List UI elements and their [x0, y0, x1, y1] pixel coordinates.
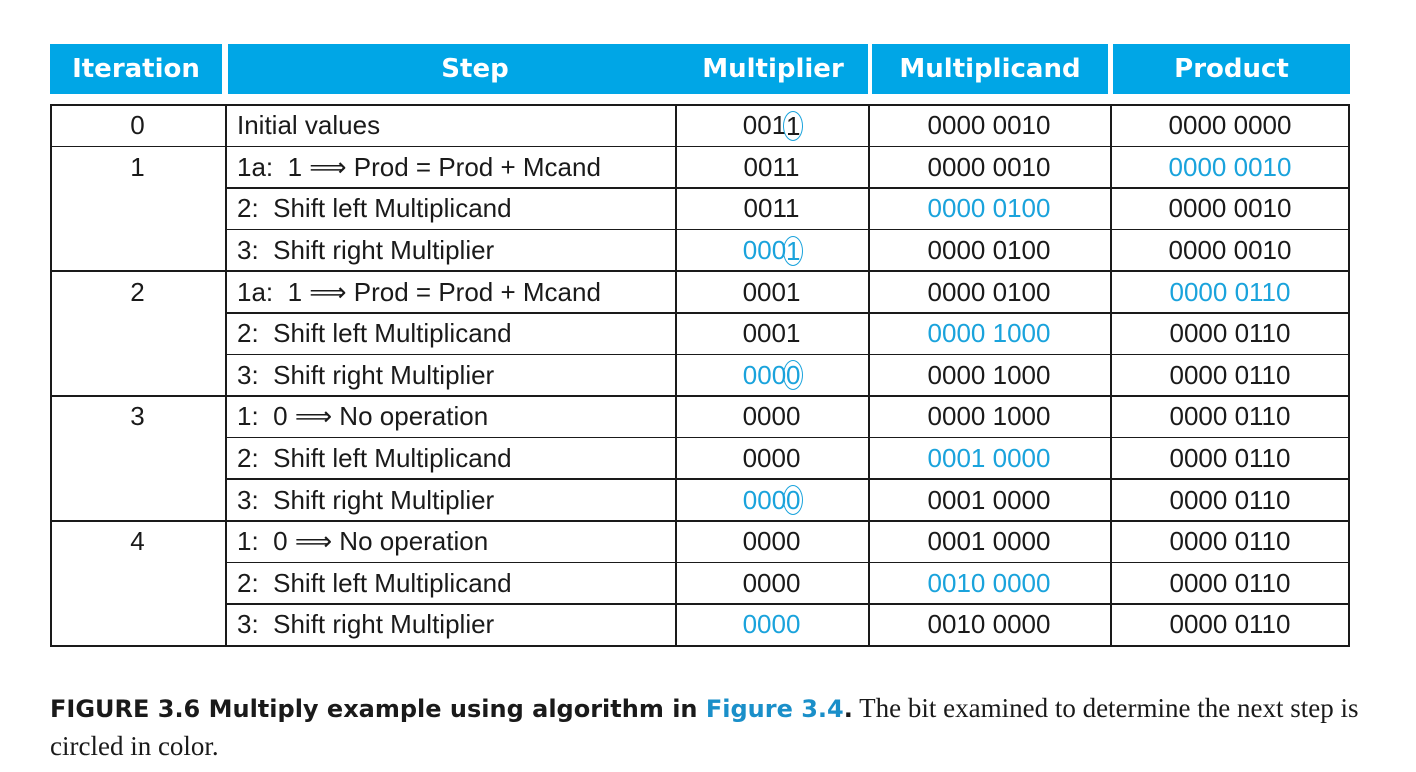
multiplicand-cell: 0001 0000	[927, 484, 1051, 515]
multiplier-bits: 0000	[742, 401, 801, 432]
product-cell: 0000 0110	[1169, 484, 1291, 515]
iteration-cell	[50, 603, 225, 645]
multiplier-bits: 0001	[742, 276, 801, 307]
multiplier-cell	[675, 478, 868, 520]
iteration-cell	[50, 229, 225, 271]
multiplicand-cell: 0000 0100	[927, 193, 1051, 224]
circled-bit: 1	[783, 236, 803, 266]
step-cell: 2: Shift left Multiplicand	[237, 318, 512, 349]
iteration-cell: 0	[130, 110, 145, 141]
product-cell: 0000 0110	[1169, 567, 1291, 598]
iteration-cell	[50, 187, 225, 229]
iteration-cell	[50, 354, 225, 396]
step-cell: 3: Shift right Multiplier	[237, 235, 495, 266]
multiplier-cell	[675, 562, 868, 604]
iteration-cell	[50, 478, 225, 520]
multiplier-cell	[675, 354, 868, 396]
multiplier-bits: 0011	[743, 193, 800, 224]
iteration-cell: 3	[130, 401, 145, 432]
product-cell: 0000 0110	[1169, 443, 1291, 474]
multiplier-cell	[675, 146, 868, 188]
multiplicand-cell: 0000 1000	[927, 401, 1051, 432]
multiplicand-cell: 0001 0000	[927, 526, 1051, 557]
iteration-cell: 1	[130, 151, 145, 182]
iteration-cell	[50, 437, 225, 479]
multiply-table	[50, 104, 1350, 647]
multiplicand-cell: 0000 0100	[927, 235, 1051, 266]
multiplicand-cell: 0000 0010	[927, 110, 1051, 141]
multiplier-cell	[675, 187, 868, 229]
table-border-bottom	[50, 645, 1350, 647]
multiplier-bits: 0000	[742, 567, 801, 598]
multiplier-bits: 0000	[742, 526, 801, 557]
figure-caption	[50, 690, 1360, 765]
multiplicand-cell: 0000 1000	[927, 359, 1051, 390]
step-cell: 3: Shift right Multiplier	[237, 609, 495, 640]
multiplier-cell	[675, 603, 868, 645]
header-product: Product	[1113, 44, 1350, 94]
multiplier-bits: 0000	[742, 443, 801, 474]
product-cell: 0000 0110	[1169, 526, 1291, 557]
step-cell: 3: Shift right Multiplier	[237, 484, 495, 515]
product-cell: 0000 0110	[1169, 276, 1291, 307]
table-header-row	[50, 44, 1350, 94]
multiplier-cell	[675, 229, 868, 271]
multiplier-cell	[675, 395, 868, 437]
header-step: Step	[228, 44, 722, 94]
multiplier-bits: 0011	[743, 151, 800, 182]
step-cell: 2: Shift left Multiplicand	[237, 193, 512, 224]
circled-bit: 1	[783, 111, 803, 141]
caption-label-end: .	[843, 695, 853, 723]
iteration-cell: 4	[130, 526, 145, 557]
multiplier-bits: 001	[742, 110, 787, 141]
iteration-cell	[50, 312, 225, 354]
multiplier-bits: 000	[742, 359, 787, 390]
caption-label: FIGURE 3.6 Multiply example using algorithm in	[50, 695, 706, 723]
header-multiplicand: Multiplicand	[872, 44, 1108, 94]
product-cell: 0000 0110	[1169, 609, 1291, 640]
caption-body: The bit examined to determine the next step is circled in color.	[50, 693, 1359, 761]
multiplier-cell	[675, 270, 868, 312]
step-cell: 3: Shift right Multiplier	[237, 359, 495, 390]
product-cell: 0000 0010	[1168, 151, 1292, 182]
multiplier-bits: 000	[742, 484, 787, 515]
step-cell: Initial values	[237, 110, 381, 141]
product-cell: 0000 0110	[1169, 318, 1291, 349]
product-cell: 0000 0110	[1169, 401, 1291, 432]
multiplicand-cell: 0010 0000	[927, 567, 1051, 598]
multiplier-bits: 000	[742, 235, 787, 266]
multiplier-cell	[675, 312, 868, 354]
multiplicand-cell: 0000 0100	[927, 276, 1051, 307]
product-cell: 0000 0010	[1168, 193, 1292, 224]
multiplicand-cell: 0001 0000	[927, 443, 1051, 474]
multiplier-bits: 0001	[742, 318, 801, 349]
header-multiplier: Multiplier	[678, 44, 868, 94]
step-cell: 1a: 1 ⟹ Prod = Prod + Mcand	[237, 151, 601, 182]
product-cell: 0000 0110	[1169, 359, 1291, 390]
multiplier-cell	[675, 437, 868, 479]
figure-link[interactable]: Figure 3.4	[705, 695, 844, 723]
circled-bit: 0	[783, 360, 803, 390]
multiplicand-cell: 0000 1000	[927, 318, 1051, 349]
step-cell: 2: Shift left Multiplicand	[237, 443, 512, 474]
multiplier-bits: 0000	[742, 609, 801, 640]
step-cell: 1: 0 ⟹ No operation	[237, 526, 489, 557]
multiplicand-cell: 0010 0000	[927, 609, 1051, 640]
step-cell: 2: Shift left Multiplicand	[237, 567, 512, 598]
product-cell: 0000 0000	[1168, 110, 1292, 141]
circled-bit: 0	[783, 485, 803, 515]
header-iteration: Iteration	[50, 44, 222, 94]
multiplier-cell	[675, 520, 868, 562]
step-cell: 1: 0 ⟹ No operation	[237, 401, 489, 432]
multiplicand-cell: 0000 0010	[927, 151, 1051, 182]
step-cell: 1a: 1 ⟹ Prod = Prod + Mcand	[237, 276, 601, 307]
iteration-cell: 2	[130, 276, 145, 307]
product-cell: 0000 0010	[1168, 235, 1292, 266]
iteration-cell	[50, 562, 225, 604]
multiplier-cell	[675, 104, 868, 146]
